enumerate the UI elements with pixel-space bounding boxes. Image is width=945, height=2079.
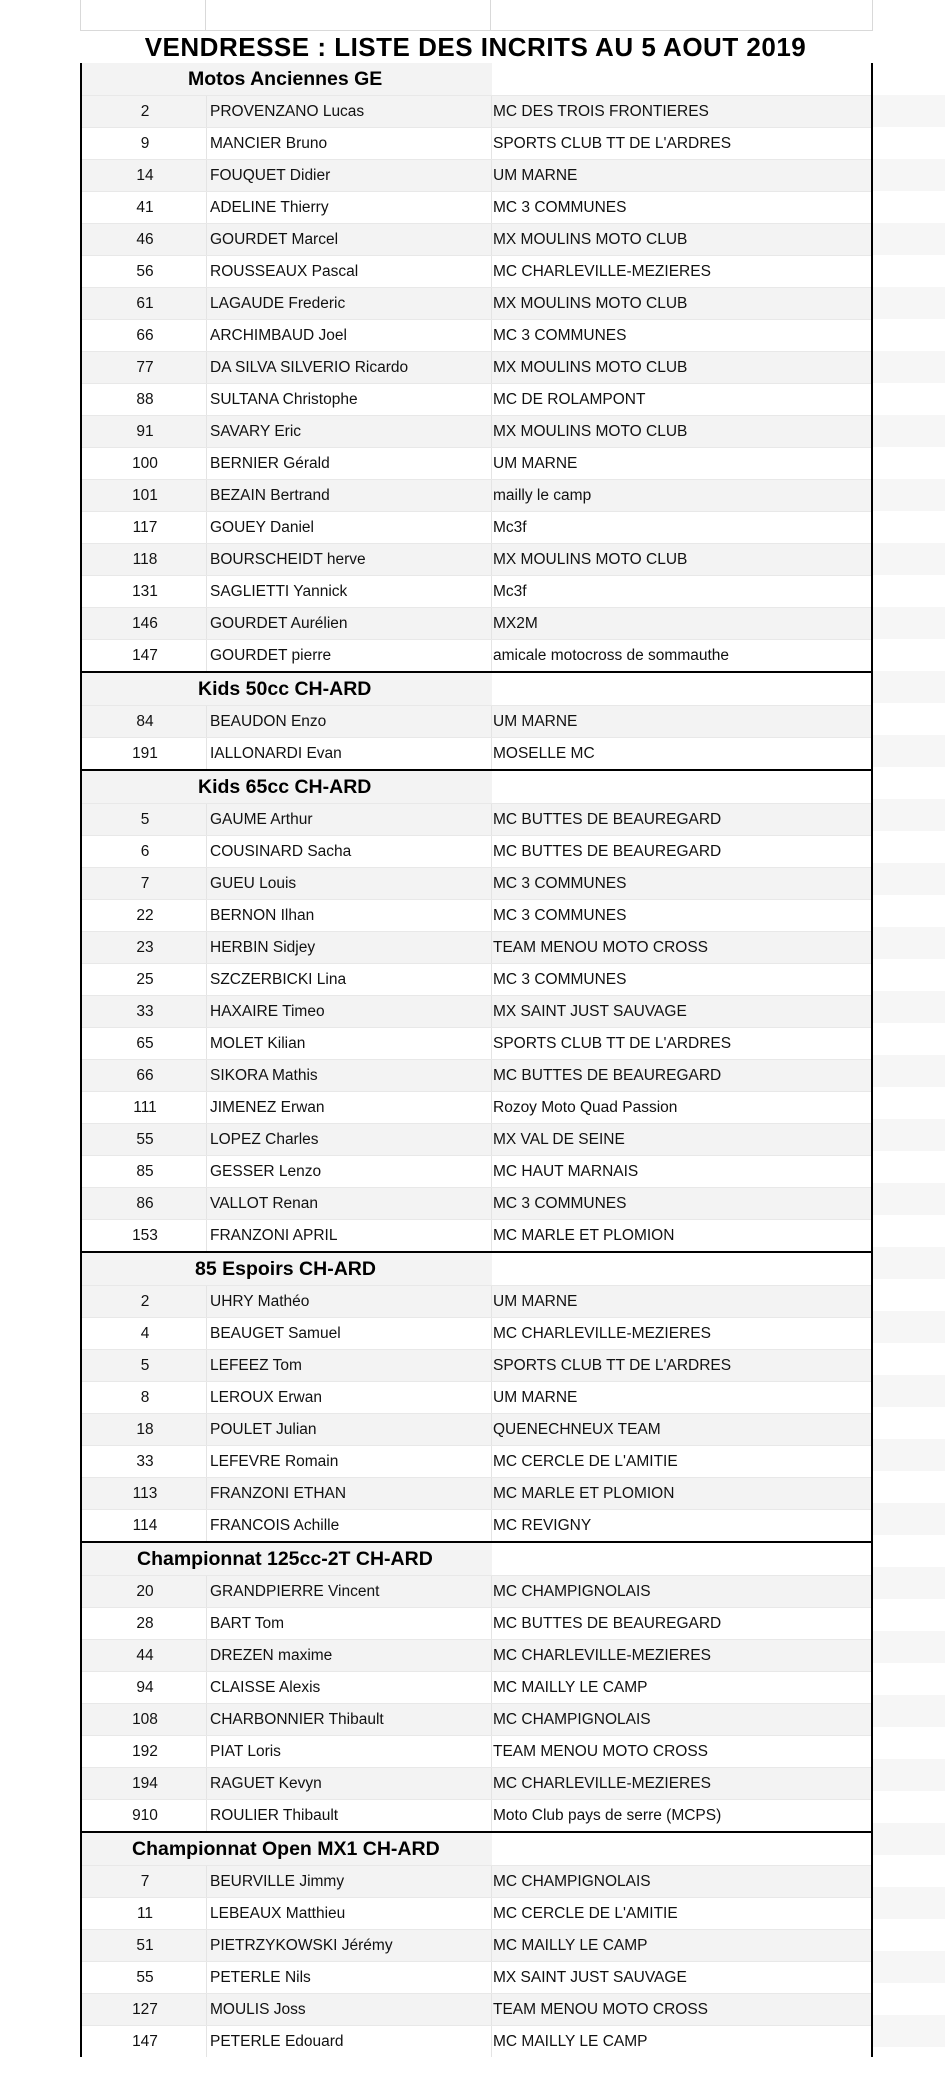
rider-name: GESSER Lenzo: [210, 1163, 322, 1180]
table-row: [82, 1993, 871, 2025]
rider-number: 51: [136, 1937, 154, 1954]
rider-club: UM MARNE: [493, 167, 578, 184]
rider-number: 22: [136, 907, 154, 924]
rider-club: MC REVIGNY: [493, 1517, 592, 1534]
rider-number: 131: [132, 583, 158, 600]
rider-club: MC CHAMPIGNOLAIS: [493, 1583, 651, 1600]
rider-name: SIKORA Mathis: [210, 1067, 318, 1084]
rider-name: ROULIER Thibault: [210, 1807, 339, 1824]
rider-name: JIMENEZ Erwan: [210, 1099, 325, 1116]
rider-club: MX SAINT JUST SAUVAGE: [493, 1003, 687, 1020]
rider-name: GRANDPIERRE Vincent: [210, 1583, 380, 1600]
table-row: [82, 415, 871, 447]
rider-number: 910: [132, 1807, 158, 1824]
table-row: [82, 1285, 871, 1317]
category-section: [82, 1253, 871, 1543]
rider-club: TEAM MENOU MOTO CROSS: [493, 2001, 709, 2018]
rider-name: FRANCOIS Achille: [210, 1517, 340, 1534]
table-row: [82, 639, 871, 671]
rider-number: 66: [136, 1067, 154, 1084]
rider-number: 33: [136, 1003, 154, 1020]
rider-club: MX VAL DE SEINE: [493, 1131, 625, 1148]
rider-name: PETERLE Nils: [210, 1969, 311, 1986]
rider-number: 113: [132, 1485, 158, 1502]
rider-name: COUSINARD Sacha: [210, 843, 352, 860]
rider-name: PIETRZYKOWSKI Jérémy: [210, 1937, 393, 1954]
rider-club: MC MARLE ET PLOMION: [493, 1485, 675, 1502]
rider-club: TEAM MENOU MOTO CROSS: [493, 1743, 709, 1760]
rider-number: 61: [136, 295, 154, 312]
rider-number: 153: [132, 1227, 158, 1244]
rider-number: 44: [136, 1647, 154, 1664]
rider-club: MC CHARLEVILLE-MEZIERES: [493, 1647, 711, 1664]
table-row: [82, 447, 871, 479]
table-row: [82, 1155, 871, 1187]
rider-name: ARCHIMBAUD Joel: [210, 327, 347, 344]
rider-number: 9: [140, 135, 150, 152]
rider-name: MOLET Kilian: [210, 1035, 306, 1052]
table-row: [82, 127, 871, 159]
category-header: [82, 1253, 871, 1285]
table-row: [82, 1059, 871, 1091]
table-row: [82, 1897, 871, 1929]
category-header: [82, 673, 871, 705]
rider-club: SPORTS CLUB TT DE L'ARDRES: [493, 1357, 732, 1374]
rider-club: MC MAILLY LE CAMP: [493, 2033, 648, 2050]
table-row: [82, 1027, 871, 1059]
rider-number: 56: [136, 263, 154, 280]
rider-name: HAXAIRE Timeo: [210, 1003, 325, 1020]
rider-name: PIAT Loris: [210, 1743, 281, 1760]
table-row: [82, 1187, 871, 1219]
rider-number: 192: [132, 1743, 158, 1760]
rider-name: HERBIN Sidjey: [210, 939, 316, 956]
category-section: [82, 1543, 871, 1833]
table-row: [82, 191, 871, 223]
rider-number: 146: [132, 615, 158, 632]
table-row: [82, 1799, 871, 1831]
rider-number: 114: [132, 1517, 158, 1534]
table-row: [82, 1929, 871, 1961]
rider-name: BOURSCHEIDT herve: [210, 551, 366, 568]
rider-name: DA SILVA SILVERIO Ricardo: [210, 359, 409, 376]
table-row: [82, 899, 871, 931]
rider-club: MC CERCLE DE L'AMITIE: [493, 1905, 678, 1922]
rider-number: 41: [136, 199, 154, 216]
table-row: [82, 963, 871, 995]
table-row: [82, 351, 871, 383]
rider-number: 25: [136, 971, 154, 988]
rider-club: MC BUTTES DE BEAUREGARD: [493, 811, 722, 828]
rider-name: VALLOT Renan: [210, 1195, 318, 1212]
rider-number: 118: [132, 551, 158, 568]
table-row: [82, 479, 871, 511]
rider-name: DREZEN maxime: [210, 1647, 333, 1664]
rider-name: LEFEEZ Tom: [210, 1357, 302, 1374]
rider-number: 11: [136, 1905, 154, 1922]
table-row: [82, 705, 871, 737]
rider-club: MX MOULINS MOTO CLUB: [493, 231, 688, 248]
rider-name: ADELINE Thierry: [210, 199, 329, 216]
rider-number: 86: [136, 1195, 154, 1212]
rider-club: MC CHAMPIGNOLAIS: [493, 1711, 651, 1728]
table-row: [82, 1607, 871, 1639]
rider-name: CLAISSE Alexis: [210, 1679, 321, 1696]
rider-club: MX2M: [493, 615, 538, 632]
rider-club: Rozoy Moto Quad Passion: [493, 1099, 678, 1116]
rider-name: FRANZONI ETHAN: [210, 1485, 347, 1502]
rider-number: 33: [136, 1453, 154, 1470]
rider-club: QUENECHNEUX TEAM: [493, 1421, 661, 1438]
table-row: [82, 1123, 871, 1155]
table-row: [82, 1091, 871, 1123]
table-row: [82, 1671, 871, 1703]
table-row: [82, 1865, 871, 1897]
rider-name: IALLONARDI Evan: [210, 745, 342, 762]
rider-name: GOURDET Aurélien: [210, 615, 348, 632]
rider-number: 18: [136, 1421, 154, 1438]
category-header: [82, 771, 871, 803]
rider-name: BEAUGET Samuel: [210, 1325, 341, 1342]
rider-name: GAUME Arthur: [210, 811, 313, 828]
table-row: [82, 511, 871, 543]
table-row: [82, 1445, 871, 1477]
rider-club: MC BUTTES DE BEAUREGARD: [493, 843, 722, 860]
rider-club: MX MOULINS MOTO CLUB: [493, 423, 688, 440]
rider-name: PROVENZANO Lucas: [210, 103, 365, 120]
rider-name: FOUQUET Didier: [210, 167, 331, 184]
rider-name: SZCZERBICKI Lina: [210, 971, 347, 988]
table-row: [82, 737, 871, 769]
table-row: [82, 1509, 871, 1541]
rider-club: MC 3 COMMUNES: [493, 1195, 627, 1212]
rider-club: amicale motocross de sommauthe: [493, 647, 730, 664]
rider-club: MC BUTTES DE BEAUREGARD: [493, 1615, 722, 1632]
rider-number: 100: [132, 455, 158, 472]
rider-number: 84: [136, 713, 154, 730]
empty-right-column: [871, 95, 945, 2079]
table-row: [82, 575, 871, 607]
rider-number: 4: [140, 1325, 150, 1342]
rider-club: MC DE ROLAMPONT: [493, 391, 646, 408]
rider-number: 101: [132, 487, 158, 504]
rider-club: MX SAINT JUST SAUVAGE: [493, 1969, 687, 1986]
registrations-table: [80, 63, 873, 2057]
rider-club: mailly le camp: [493, 487, 592, 504]
rider-name: GOUEY Daniel: [210, 519, 314, 536]
page-title: VENDRESSE : LISTE DES INCRITS AU 5 AOUT 2019: [144, 32, 807, 62]
category-title: Kids 50cc CH-ARD: [198, 678, 372, 700]
rider-number: 7: [140, 875, 150, 892]
rider-club: MC 3 COMMUNES: [493, 327, 627, 344]
rider-name: ROUSSEAUX Pascal: [210, 263, 359, 280]
rider-name: BART Tom: [210, 1615, 285, 1632]
rider-club: Moto Club pays de serre (MCPS): [493, 1807, 722, 1824]
rider-name: LEFEVRE Romain: [210, 1453, 339, 1470]
table-row: [82, 1219, 871, 1251]
table-row: [82, 931, 871, 963]
table-row: [82, 383, 871, 415]
category-title: Championnat Open MX1 CH-ARD: [132, 1838, 440, 1860]
rider-club: MOSELLE MC: [493, 745, 595, 762]
rider-number: 5: [140, 811, 150, 828]
rider-number: 14: [136, 167, 154, 184]
rider-name: MOULIS Joss: [210, 2001, 306, 2018]
rider-club: MC MAILLY LE CAMP: [493, 1679, 648, 1696]
rider-name: CHARBONNIER Thibault: [210, 1711, 384, 1728]
rider-club: Mc3f: [493, 519, 527, 536]
rider-number: 117: [132, 519, 158, 536]
rider-name: SAGLIETTI Yannick: [210, 583, 348, 600]
table-row: [82, 803, 871, 835]
rider-number: 23: [136, 939, 154, 956]
rider-club: UM MARNE: [493, 1293, 578, 1310]
rider-club: TEAM MENOU MOTO CROSS: [493, 939, 709, 956]
rider-club: MC 3 COMMUNES: [493, 971, 627, 988]
rider-number: 2: [140, 1293, 150, 1310]
table-row: [82, 287, 871, 319]
category-title: Kids 65cc CH-ARD: [198, 776, 372, 798]
rider-name: POULET Julian: [210, 1421, 317, 1438]
rider-number: 20: [136, 1583, 154, 1600]
rider-club: MX MOULINS MOTO CLUB: [493, 359, 688, 376]
rider-name: LEROUX Erwan: [210, 1389, 322, 1406]
rider-name: BEAUDON Enzo: [210, 713, 327, 730]
rider-number: 147: [132, 2033, 158, 2050]
table-row: [82, 1961, 871, 1993]
rider-number: 108: [132, 1711, 158, 1728]
rider-club: MC CHAMPIGNOLAIS: [493, 1873, 651, 1890]
table-row: [82, 1413, 871, 1445]
table-row: [82, 223, 871, 255]
rider-name: FRANZONI APRIL: [210, 1227, 338, 1244]
rider-name: BERNON Ilhan: [210, 907, 315, 924]
table-row: [82, 1639, 871, 1671]
rider-club: MC 3 COMMUNES: [493, 875, 627, 892]
category-header: [82, 1833, 871, 1865]
rider-number: 55: [136, 1131, 154, 1148]
rider-number: 66: [136, 327, 154, 344]
empty-header-cells: [80, 0, 873, 31]
rider-number: 46: [136, 231, 154, 248]
rider-number: 91: [136, 423, 154, 440]
table-row: [82, 95, 871, 127]
rider-club: MC CERCLE DE L'AMITIE: [493, 1453, 678, 1470]
category-title: 85 Espoirs CH-ARD: [195, 1258, 376, 1280]
rider-name: GUEU Louis: [210, 875, 297, 892]
table-row: [82, 1477, 871, 1509]
rider-club: MC CHARLEVILLE-MEZIERES: [493, 1325, 711, 1342]
category-title: Championnat 125cc-2T CH-ARD: [137, 1548, 433, 1570]
rider-club: MC DES TROIS FRONTIERES: [493, 103, 709, 120]
rider-number: 65: [136, 1035, 154, 1052]
rider-number: 88: [136, 391, 154, 408]
category-section: [82, 673, 871, 771]
rider-name: LAGAUDE Frederic: [210, 295, 346, 312]
rider-club: MX MOULINS MOTO CLUB: [493, 295, 688, 312]
rider-club: MC CHARLEVILLE-MEZIERES: [493, 263, 711, 280]
rider-name: PETERLE Edouard: [210, 2033, 344, 2050]
rider-club: Mc3f: [493, 583, 527, 600]
rider-name: RAGUET Kevyn: [210, 1775, 322, 1792]
rider-club: UM MARNE: [493, 713, 578, 730]
table-row: [82, 1703, 871, 1735]
rider-name: MANCIER Bruno: [210, 135, 328, 152]
rider-number: 85: [136, 1163, 154, 1180]
rider-number: 28: [136, 1615, 154, 1632]
rider-number: 6: [140, 843, 150, 860]
rider-club: MC 3 COMMUNES: [493, 907, 627, 924]
rider-number: 2: [140, 103, 150, 120]
rider-number: 111: [133, 1099, 157, 1116]
rider-name: GOURDET pierre: [210, 647, 332, 664]
rider-name: BEZAIN Bertrand: [210, 487, 330, 504]
rider-club: SPORTS CLUB TT DE L'ARDRES: [493, 1035, 732, 1052]
rider-name: SAVARY Eric: [210, 423, 302, 440]
rider-number: 7: [140, 1873, 150, 1890]
rider-name: BERNIER Gérald: [210, 455, 330, 472]
rider-club: UM MARNE: [493, 455, 578, 472]
table-row: [82, 1735, 871, 1767]
rider-club: MC MAILLY LE CAMP: [493, 1937, 648, 1954]
rider-name: SULTANA Christophe: [210, 391, 358, 408]
rider-club: MC MARLE ET PLOMION: [493, 1227, 675, 1244]
rider-club: UM MARNE: [493, 1389, 578, 1406]
table-row: [82, 607, 871, 639]
table-row: [82, 1317, 871, 1349]
category-title: Motos Anciennes GE: [188, 68, 383, 90]
rider-number: 127: [132, 2001, 158, 2018]
rider-number: 191: [132, 745, 158, 762]
table-row: [82, 1767, 871, 1799]
rider-club: MC BUTTES DE BEAUREGARD: [493, 1067, 722, 1084]
table-row: [82, 1575, 871, 1607]
category-section: [82, 63, 871, 673]
rider-number: 8: [140, 1389, 150, 1406]
category-section: [82, 771, 871, 1253]
table-row: [82, 1349, 871, 1381]
table-row: [82, 2025, 871, 2057]
rider-name: BEURVILLE Jimmy: [210, 1873, 345, 1890]
rider-number: 147: [132, 647, 158, 664]
rider-number: 77: [136, 359, 154, 376]
rider-number: 194: [132, 1775, 158, 1792]
table-row: [82, 1381, 871, 1413]
rider-name: LOPEZ Charles: [210, 1131, 319, 1148]
category-header: [82, 1543, 871, 1575]
rider-number: 5: [140, 1357, 150, 1374]
table-row: [82, 995, 871, 1027]
rider-club: SPORTS CLUB TT DE L'ARDRES: [493, 135, 732, 152]
table-row: [82, 835, 871, 867]
table-row: [82, 255, 871, 287]
rider-name: GOURDET Marcel: [210, 231, 339, 248]
rider-club: MC HAUT MARNAIS: [493, 1163, 639, 1180]
category-header: [82, 63, 871, 95]
rider-club: MC CHARLEVILLE-MEZIERES: [493, 1775, 711, 1792]
rider-number: 94: [136, 1679, 154, 1696]
table-row: [82, 867, 871, 899]
category-section: [82, 1833, 871, 2057]
table-row: [82, 543, 871, 575]
rider-name: LEBEAUX Matthieu: [210, 1905, 346, 1922]
table-row: [82, 319, 871, 351]
rider-name: UHRY Mathéo: [210, 1293, 310, 1310]
rider-club: MC 3 COMMUNES: [493, 199, 627, 216]
rider-club: MX MOULINS MOTO CLUB: [493, 551, 688, 568]
rider-number: 55: [136, 1969, 154, 1986]
table-row: [82, 159, 871, 191]
